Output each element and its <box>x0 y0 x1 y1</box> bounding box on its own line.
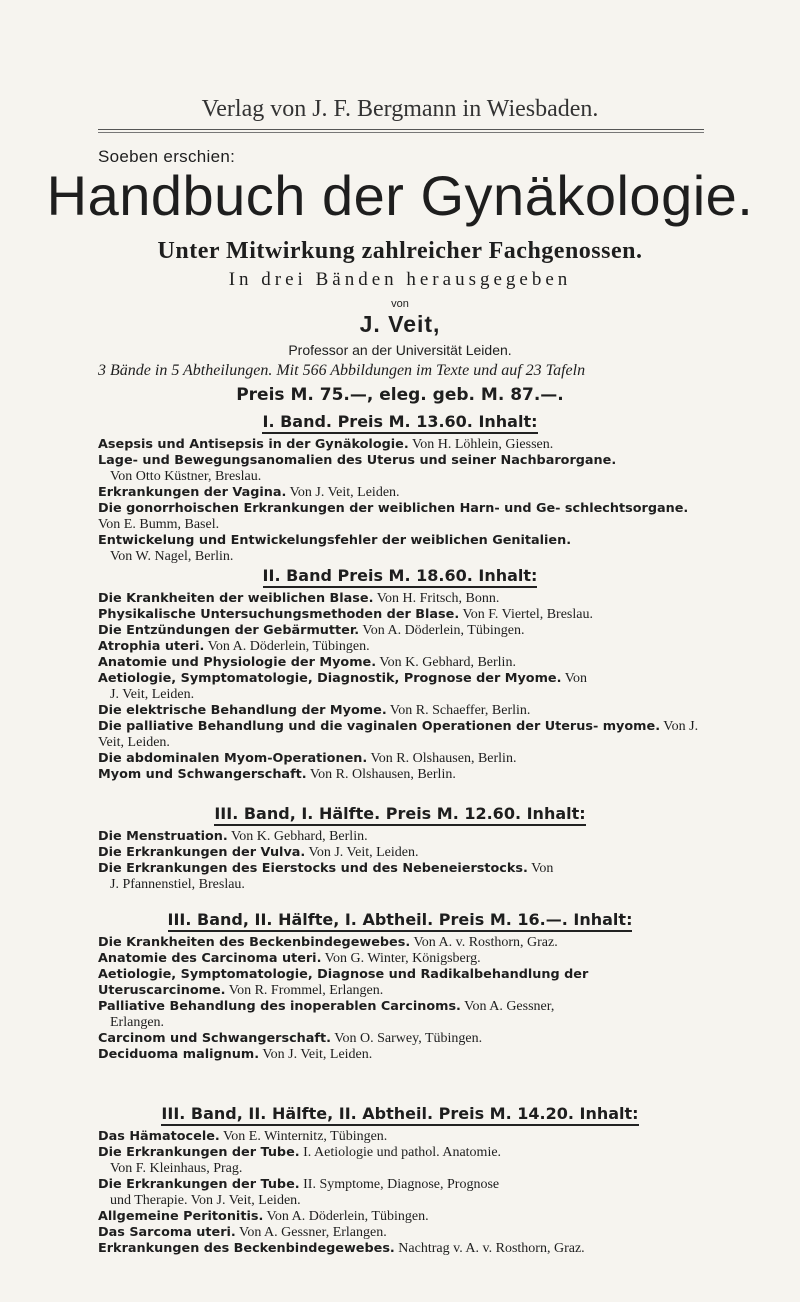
list-item: Anatomie und Physiologie der Myome. Von K. Gebhard, Berlin. <box>98 655 516 670</box>
editor-role: Professor an der Universität Leiden. <box>288 342 512 358</box>
list-item: Entwickelung und Entwickelungsfehler der weiblichen Genitalien. Von W. Nagel, Berlin. <box>98 533 572 564</box>
book-title: Handbuch der Gynäkologie. <box>46 164 754 227</box>
list-item: Die elektrische Behandlung der Myome. Von R. Schaeffer, Berlin. <box>98 703 531 718</box>
volumes-info: 3 Bände in 5 Abtheilungen. Mit 566 Abbildungen im Texte und auf 23 Tafeln <box>98 362 586 379</box>
list-item: Palliative Behandlung des inoperablen Carcinoms. Von A. Gessner, Erlangen. <box>98 999 555 1030</box>
list-item: Die abdominalen Myom-Operationen. Von R. Olshausen, Berlin. <box>98 751 517 766</box>
band-contents <box>98 829 710 893</box>
list-item: Das Sarcoma uteri. Von A. Gessner, Erlangen. <box>98 1225 387 1240</box>
list-item: Die Erkrankungen der Tube. II. Symptome, Diagnose, Prognose und Therapie. Von J. Veit, Leiden. <box>98 1177 500 1208</box>
list-item: Anatomie des Carcinoma uteri. Von G. Winter, Königsberg. <box>98 951 481 966</box>
total-price: Preis M. 75.—, eleg. geb. M. 87.—. <box>236 385 564 405</box>
band-heading: III. Band, I. Hälfte. Preis M. 12.60. Inhalt: <box>0 804 800 823</box>
list-item: Atrophia uteri. Von A. Döderlein, Tübingen. <box>98 639 370 654</box>
list-item: Die palliative Behandlung und die vaginalen Operationen der Uterus- myome. Von J. Veit, Leiden. <box>98 719 699 750</box>
band-heading: III. Band, II. Hälfte, II. Abtheil. Preis M. 14.20. Inhalt: <box>0 1104 800 1123</box>
list-item: Carcinom und Schwangerschaft. Von O. Sarwey, Tübingen. <box>98 1031 483 1046</box>
list-item: Das Hämatocele. Von E. Winternitz, Tübingen. <box>98 1129 388 1144</box>
band-heading: III. Band, II. Hälfte, I. Abtheil. Preis M. 16.—. Inhalt: <box>0 910 800 929</box>
list-item: Aetiologie, Symptomatologie, Diagnose und Radikalbehandlung der Uteruscarcinome. Von R. Frommel, Erlangen. <box>98 967 589 998</box>
list-item: Physikalische Untersuchungsmethoden der Blase. Von F. Viertel, Breslau. <box>98 607 593 622</box>
band-contents <box>98 1129 710 1257</box>
list-item: Aetiologie, Symptomatologie, Diagnostik, Prognose der Myome. Von J. Veit, Leiden. <box>98 671 588 702</box>
list-item: Myom und Schwangerschaft. Von R. Olshausen, Berlin. <box>98 767 456 782</box>
subtitle-collaboration: Unter Mitwirkung zahlreicher Fachgenossen. <box>157 238 643 264</box>
band-contents <box>98 591 710 783</box>
band-contents <box>98 437 710 565</box>
band-contents <box>98 935 710 1063</box>
list-item: Deciduoma malignum. Von J. Veit, Leiden. <box>98 1047 373 1062</box>
just-out-label: Soeben erschien: <box>98 147 236 166</box>
list-item: Die Krankheiten der weiblichen Blase. Von H. Fritsch, Bonn. <box>98 591 500 606</box>
header-rule <box>98 129 704 130</box>
list-item: Asepsis und Antisepsis in der Gynäkologie. Von H. Löhlein, Giessen. <box>98 437 554 452</box>
band-heading: II. Band Preis M. 18.60. Inhalt: <box>0 566 800 585</box>
von-label: von <box>391 298 409 310</box>
list-item: Die Entzündungen der Gebärmutter. Von A. Döderlein, Tübingen. <box>98 623 525 638</box>
publisher-line: Verlag von J. F. Bergmann in Wiesbaden. <box>201 96 599 122</box>
list-item: Die Krankheiten des Beckenbindegewebes. Von A. v. Rosthorn, Graz. <box>98 935 558 950</box>
list-item: Die Menstruation. Von K. Gebhard, Berlin. <box>98 829 368 844</box>
header-rule-double <box>98 132 704 133</box>
editor-name: J. Veit, <box>359 311 441 337</box>
list-item: Die Erkrankungen der Vulva. Von J. Veit, Leiden. <box>98 845 419 860</box>
list-item: Lage- und Bewegungsanomalien des Uterus und seiner Nachbarorgane. Von Otto Küstner, Breslau. <box>98 453 617 484</box>
subtitle-volumes: In drei Bänden herausgegeben <box>228 269 572 290</box>
list-item: Die Erkrankungen der Tube. I. Aetiologie und pathol. Anatomie. Von F. Kleinhaus, Prag. <box>98 1145 502 1176</box>
list-item: Die Erkrankungen des Eierstocks und des Nebeneierstocks. Von J. Pfannenstiel, Breslau. <box>98 861 554 892</box>
list-item: Die gonorrhoischen Erkrankungen der weiblichen Harn- und Ge- schlechtsorgane. Von E. Bumm, Basel. <box>98 501 689 532</box>
band-heading: I. Band. Preis M. 13.60. Inhalt: <box>0 412 800 431</box>
list-item: Erkrankungen des Beckenbindegewebes. Nachtrag v. A. v. Rosthorn, Graz. <box>98 1241 585 1256</box>
list-item: Allgemeine Peritonitis. Von A. Döderlein, Tübingen. <box>98 1209 429 1224</box>
list-item: Erkrankungen der Vagina. Von J. Veit, Leiden. <box>98 485 400 500</box>
